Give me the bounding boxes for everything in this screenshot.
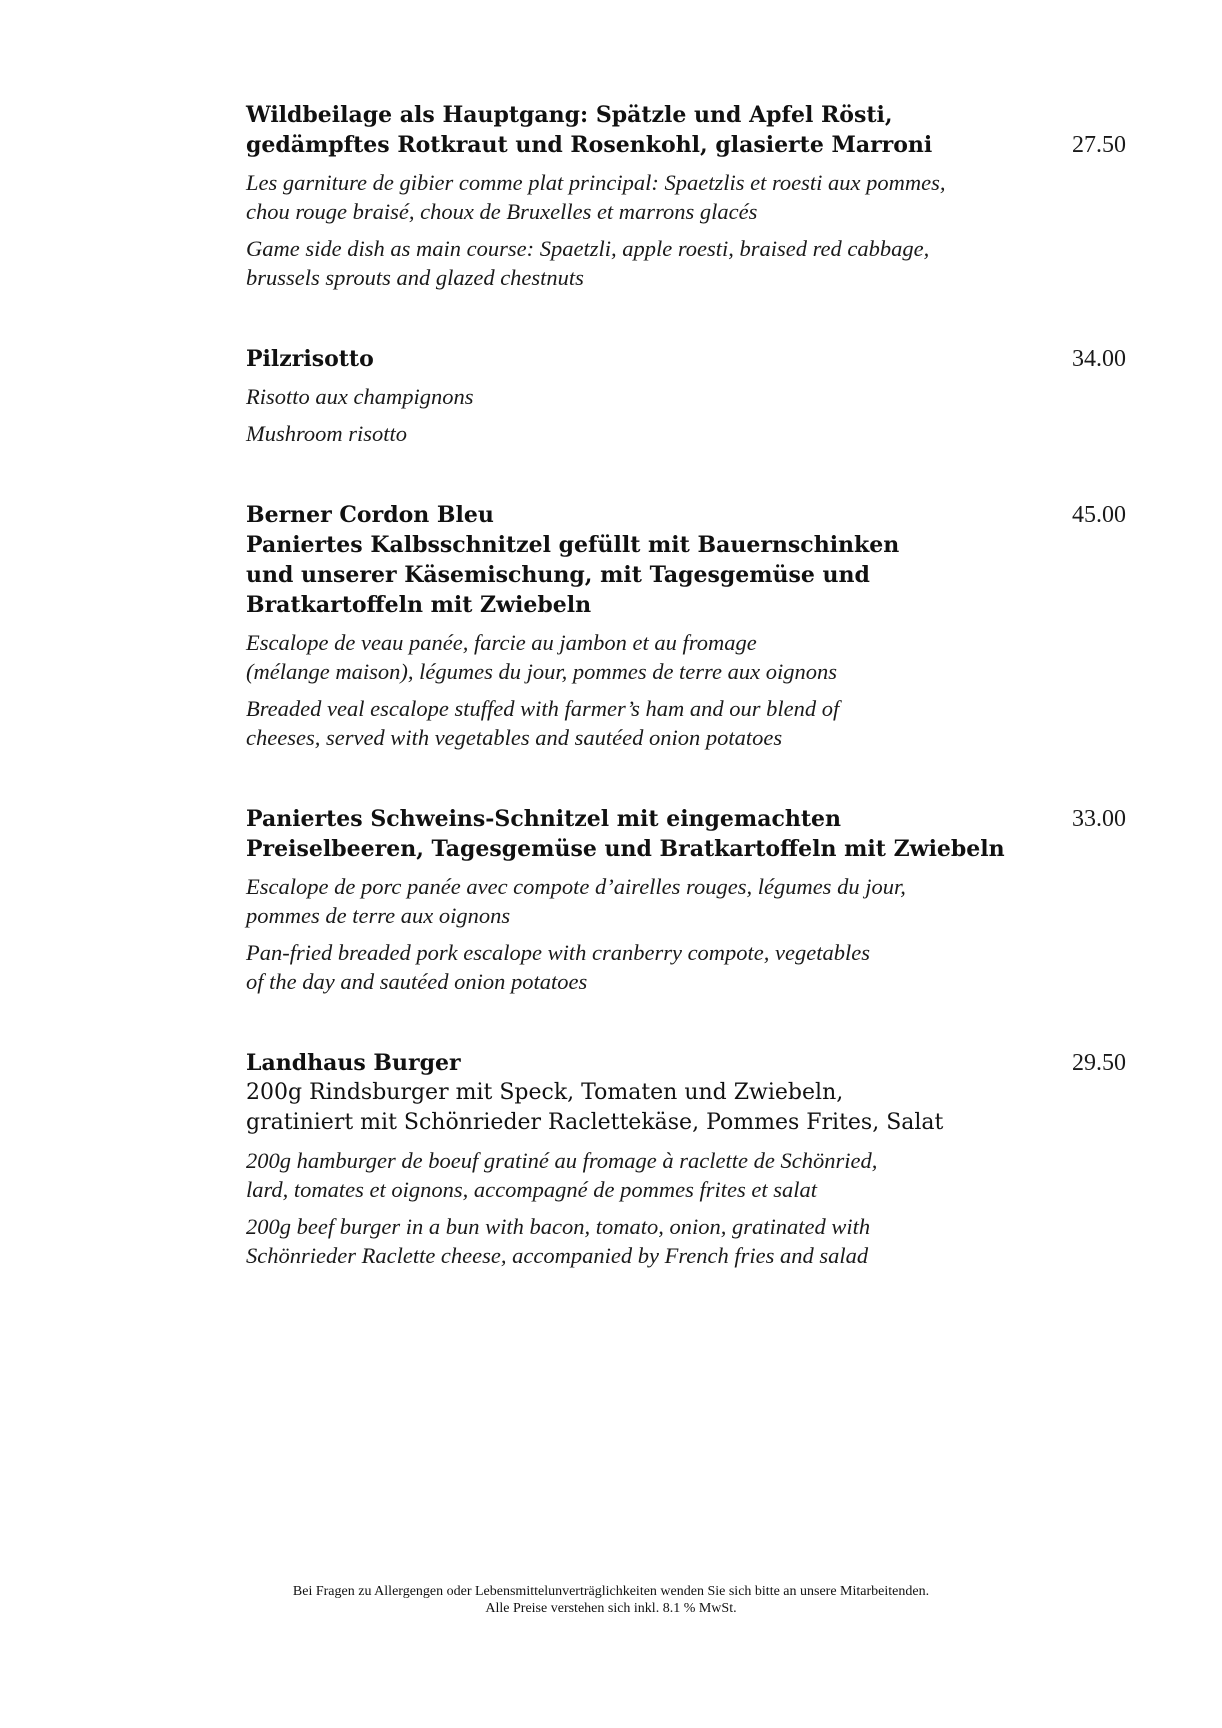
item-title	[246, 1048, 1006, 1078]
desc-line: pommes de terre aux oignons	[246, 903, 511, 928]
title-line: Paniertes Schweins-Schnitzel mit eingemachten	[246, 806, 841, 832]
desc-line: Mushroom risotto	[246, 421, 408, 446]
desc-line: brussels sprouts and glazed chestnuts	[246, 265, 584, 290]
subtitle-line: gratiniert mit Schönrieder Raclettekäse, Pommes Frites, Salat	[246, 1110, 944, 1135]
item-description-french	[246, 382, 1006, 411]
title-line: Pilzrisotto	[246, 346, 374, 372]
menu-item-schweins-schnitzel	[246, 804, 1126, 996]
desc-line: Risotto aux champignons	[246, 384, 474, 409]
title-line: Preiselbeeren, Tagesgemüse und Bratkartoffeln mit Zwiebeln	[246, 836, 1005, 862]
menu-item-pilzrisotto	[246, 344, 1126, 448]
item-price: 33.00	[1072, 806, 1126, 832]
title-line: Berner Cordon Bleu	[246, 502, 494, 528]
desc-line: 200g beef burger in a bun with bacon, tomato, onion, gratinated with	[246, 1214, 871, 1239]
title-line: Wildbeilage als Hauptgang: Spätzle und Apfel Rösti,	[246, 102, 893, 128]
item-description-english	[246, 1212, 1006, 1270]
title-line: Landhaus Burger	[246, 1050, 461, 1076]
desc-line: Game side dish as main course: Spaetzli, apple roesti, braised red cabbage,	[246, 236, 930, 261]
allergen-note: Bei Fragen zu Allergengen oder Lebensmittelunverträglichkeiten wenden Sie sich bitte an unsere Mitarbeitenden.	[292, 1584, 930, 1599]
desc-line: Schönrieder Raclette cheese, accompanied by French fries and salad	[246, 1243, 869, 1268]
desc-line: (mélange maison), légumes du jour, pommes de terre aux oignons	[246, 659, 837, 684]
title-line: Paniertes Kalbsschnitzel gefüllt mit Bauernschinken	[246, 532, 900, 558]
item-description-english	[246, 419, 1006, 448]
item-subtitle	[246, 1078, 1006, 1138]
item-price: 34.00	[1072, 346, 1126, 372]
item-description-french	[246, 1146, 1006, 1204]
title-line: Bratkartoffeln mit Zwiebeln	[246, 592, 592, 618]
desc-line: chou rouge braisé, choux de Bruxelles et marrons glacés	[246, 199, 758, 224]
menu-item-landhaus-burger	[246, 1048, 1126, 1270]
item-description-english	[246, 234, 1006, 292]
desc-line: of the day and sautéed onion potatoes	[246, 969, 588, 994]
desc-line: cheeses, served with vegetables and sautéed onion potatoes	[246, 725, 783, 750]
vat-note: Alle Preise verstehen sich inkl. 8.1 % MwSt.	[485, 1601, 737, 1616]
desc-line: Breaded veal escalope stuffed with farmer’s ham and our blend of	[246, 696, 840, 721]
item-price: 29.50	[1072, 1050, 1126, 1076]
page-footer	[0, 1583, 1222, 1617]
item-description-english	[246, 938, 1006, 996]
item-title	[246, 804, 1046, 864]
desc-line: Pan-fried breaded pork escalope with cranberry compote, vegetables	[246, 940, 871, 965]
menu-list	[246, 100, 1126, 1322]
desc-line: 200g hamburger de boeuf gratiné au fromage à raclette de Schönried,	[246, 1148, 878, 1173]
item-price: 45.00	[1072, 502, 1126, 528]
item-description-french	[246, 872, 1006, 930]
title-line: und unserer Käsemischung, mit Tagesgemüse und	[246, 562, 870, 588]
menu-item-berner-cordon-bleu	[246, 500, 1126, 752]
item-title	[246, 500, 1006, 620]
item-title	[246, 344, 1006, 374]
desc-line: Les garniture de gibier comme plat principal: Spaetzlis et roesti aux pommes,	[246, 170, 946, 195]
desc-line: lard, tomates et oignons, accompagné de pommes frites et salat	[246, 1177, 817, 1202]
desc-line: Escalope de porc panée avec compote d’airelles rouges, légumes du jour,	[246, 874, 906, 899]
title-line: gedämpftes Rotkraut und Rosenkohl, glasierte Marroni	[246, 132, 933, 158]
item-price: 27.50	[1072, 132, 1126, 158]
desc-line: Escalope de veau panée, farcie au jambon et au fromage	[246, 630, 757, 655]
subtitle-line: 200g Rindsburger mit Speck, Tomaten und Zwiebeln,	[246, 1080, 844, 1105]
item-description-french	[246, 628, 1006, 686]
item-description-french	[246, 168, 1006, 226]
item-title	[246, 100, 1006, 160]
item-description-english	[246, 694, 1006, 752]
menu-item-wildbeilage	[246, 100, 1126, 292]
